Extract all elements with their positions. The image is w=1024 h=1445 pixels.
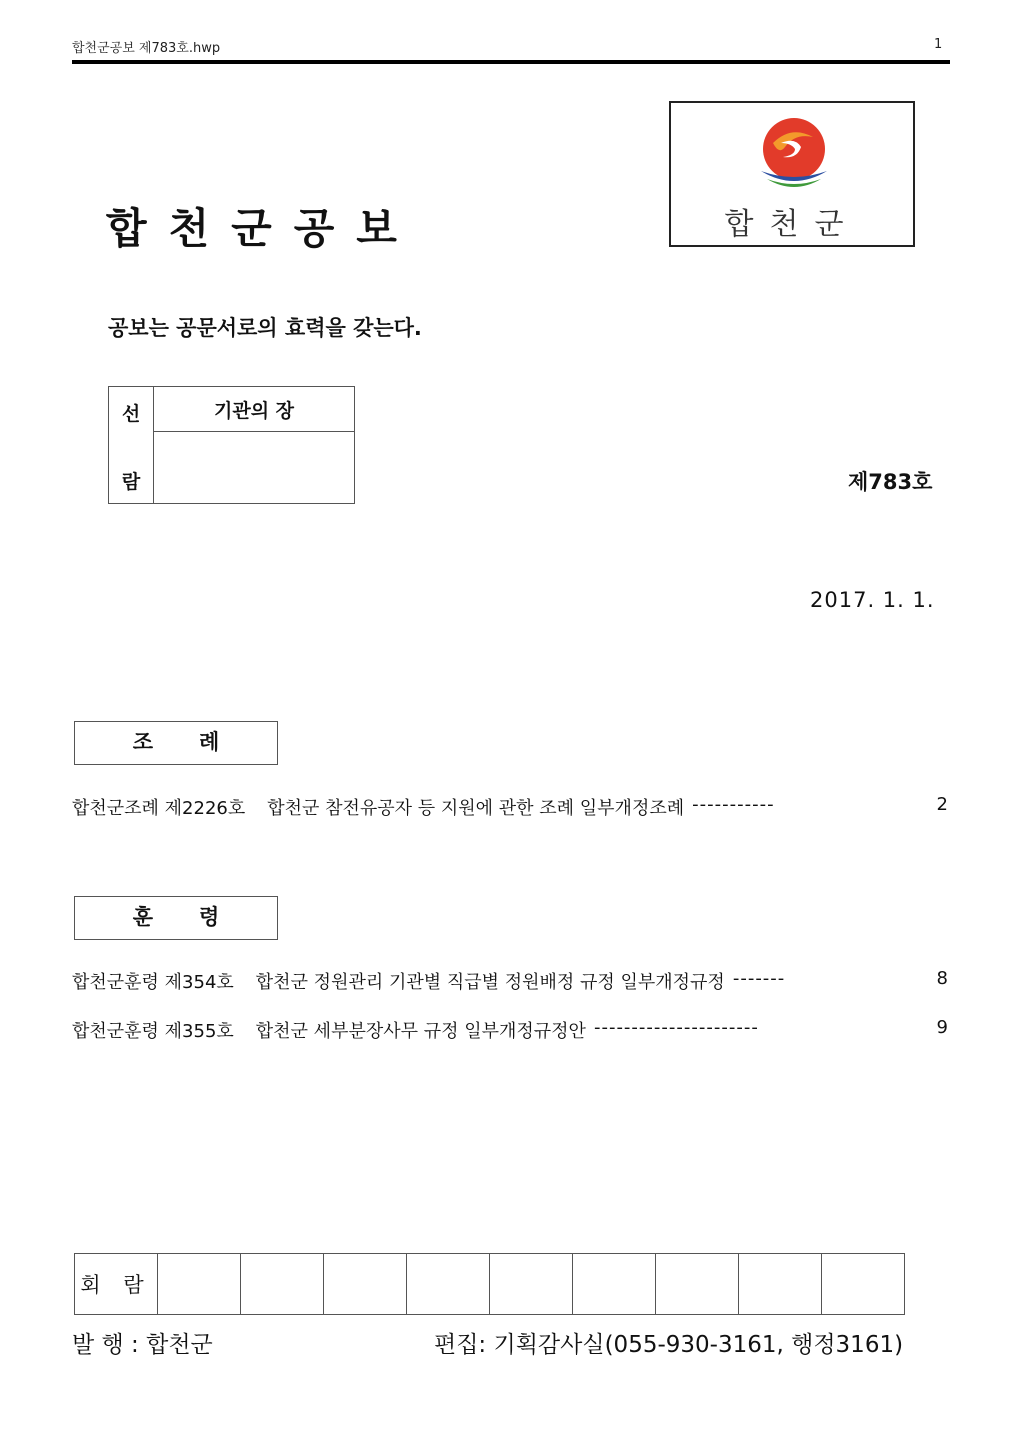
- toc-entry-number: 합천군조례 제2226호: [72, 798, 246, 819]
- section-heading-directive: 훈령: [74, 896, 278, 940]
- header-page-number: 1: [934, 37, 943, 52]
- routing-sign-cell: [656, 1254, 739, 1315]
- circulation-header: 기관의 장: [154, 387, 355, 432]
- toc-entry-title: 합천군 참전유공자 등 지원에 관한 조례 일부개정조례: [267, 798, 685, 819]
- page-title: 합천군공보: [106, 204, 419, 253]
- toc-entry-page: 9: [936, 1017, 948, 1038]
- circulation-sign-cell: [154, 432, 355, 504]
- toc-entry-title: 합천군 정원관리 기관별 직급별 정원배정 규정 일부개정규정: [255, 972, 725, 993]
- issue-date: 2017. 1. 1.: [810, 588, 935, 612]
- routing-sign-cell: [490, 1254, 573, 1315]
- issue-number: 제783호: [848, 470, 933, 494]
- circulation-label-top: 선: [121, 403, 141, 425]
- toc-entry[interactable]: [72, 794, 948, 820]
- circulation-label-bottom: 람: [121, 471, 141, 493]
- legal-notice: 공보는 공문서로의 효력을 갖는다.: [108, 316, 422, 340]
- toc-entry-number: 합천군훈령 제355호: [72, 1021, 234, 1042]
- routing-label: 회 람: [75, 1254, 158, 1315]
- routing-table: [74, 1253, 905, 1315]
- logo-text: 합천군: [724, 207, 860, 242]
- routing-sign-cell: [241, 1254, 324, 1315]
- county-logo-box: [669, 101, 915, 247]
- routing-sign-cell: [158, 1254, 241, 1315]
- toc-entry[interactable]: [72, 968, 948, 994]
- toc-leader: -----------: [692, 794, 775, 815]
- toc-leader: -------: [732, 968, 786, 989]
- footer-issuer: 발 행 : 합천군: [72, 1332, 213, 1358]
- routing-sign-cell: [573, 1254, 656, 1315]
- county-emblem-icon: [751, 113, 837, 197]
- routing-sign-cell: [324, 1254, 407, 1315]
- routing-sign-cell: [822, 1254, 905, 1315]
- section-heading-ordinance: 조례: [74, 721, 278, 765]
- circulation-label-cell: [109, 387, 154, 504]
- routing-sign-cell: [739, 1254, 822, 1315]
- toc-entry[interactable]: [72, 1017, 948, 1043]
- toc-entry-page: 8: [936, 968, 948, 989]
- toc-entry-page: 2: [936, 794, 948, 815]
- footer-editor: 편집: 기획감사실(055-930-3161, 행정3161): [434, 1332, 904, 1358]
- toc-entry-number: 합천군훈령 제354호: [72, 972, 234, 993]
- toc-leader: ----------------------: [593, 1017, 759, 1038]
- routing-sign-cell: [407, 1254, 490, 1315]
- header-divider: [72, 60, 950, 64]
- toc-entry-title: 합천군 세부분장사무 규정 일부개정규정안: [255, 1021, 586, 1042]
- circulation-table: [108, 386, 355, 504]
- header-filename: 합천군공보 제783호.hwp: [72, 41, 221, 56]
